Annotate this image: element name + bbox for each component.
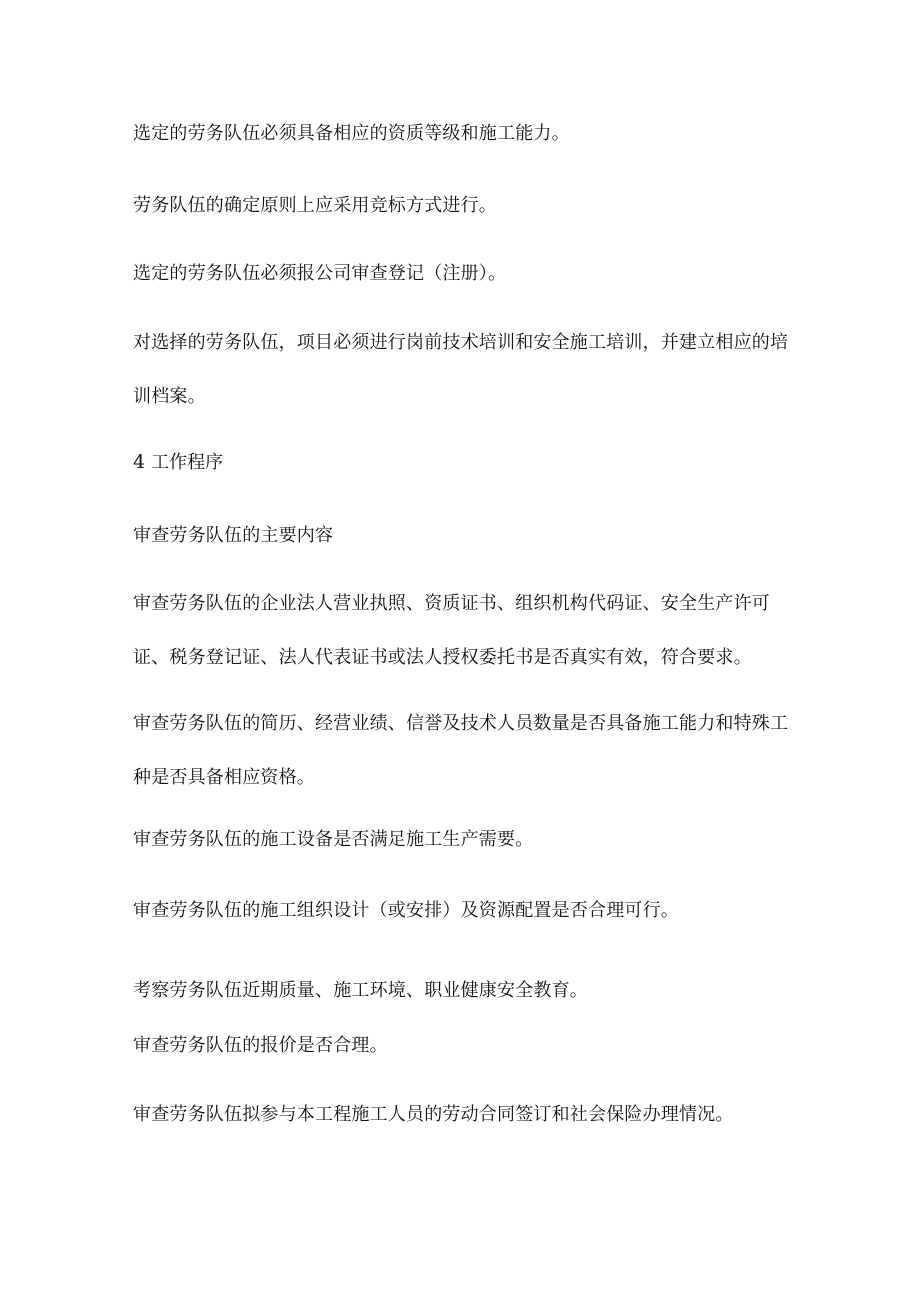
subheading-review-contents: 审查劳务队伍的主要内容	[133, 525, 334, 546]
list-item-licenses: 审查劳务队伍的企业法人营业执照、资质证书、组织机构代码证、安全生产许可证、税务登记证、法人代表证书或法人授权委托书是否真实有效，符合要求。	[133, 593, 770, 668]
paragraph-training: 对选择的劳务队伍，项目必须进行岗前技术培训和安全施工培训，并建立相应的培训档案。	[133, 332, 789, 407]
section-heading	[133, 448, 223, 477]
list-item-quotation: 审查劳务队伍的报价是否合理。	[133, 1035, 388, 1056]
paragraph-bidding-principle: 劳务队伍的确定原则上应采用竞标方式进行。	[133, 195, 497, 216]
section-title: 工作程序	[151, 452, 224, 473]
paragraph-qualification: 选定的劳务队伍必须具备相应的资质等级和施工能力。	[133, 123, 570, 144]
list-item-equipment: 审查劳务队伍的施工设备是否满足施工生产需要。	[133, 829, 534, 850]
list-item-organization-design: 审查劳务队伍的施工组织设计（或安排）及资源配置是否合理可行。	[133, 900, 679, 921]
section-number: 4	[133, 451, 146, 473]
paragraph-registration: 选定的劳务队伍必须报公司审查登记（注册）。	[133, 263, 507, 284]
list-item-inspection: 考察劳务队伍近期质量、施工环境、职业健康安全教育。	[133, 980, 588, 1001]
list-item-labor-contracts: 审查劳务队伍拟参与本工程施工人员的劳动合同签订和社会保险办理情况。	[133, 1104, 734, 1125]
list-item-capability: 审查劳务队伍的简历、经营业绩、信誉及技术人员数量是否具备施工能力和特殊工种是否具备相应资格。	[133, 713, 789, 788]
